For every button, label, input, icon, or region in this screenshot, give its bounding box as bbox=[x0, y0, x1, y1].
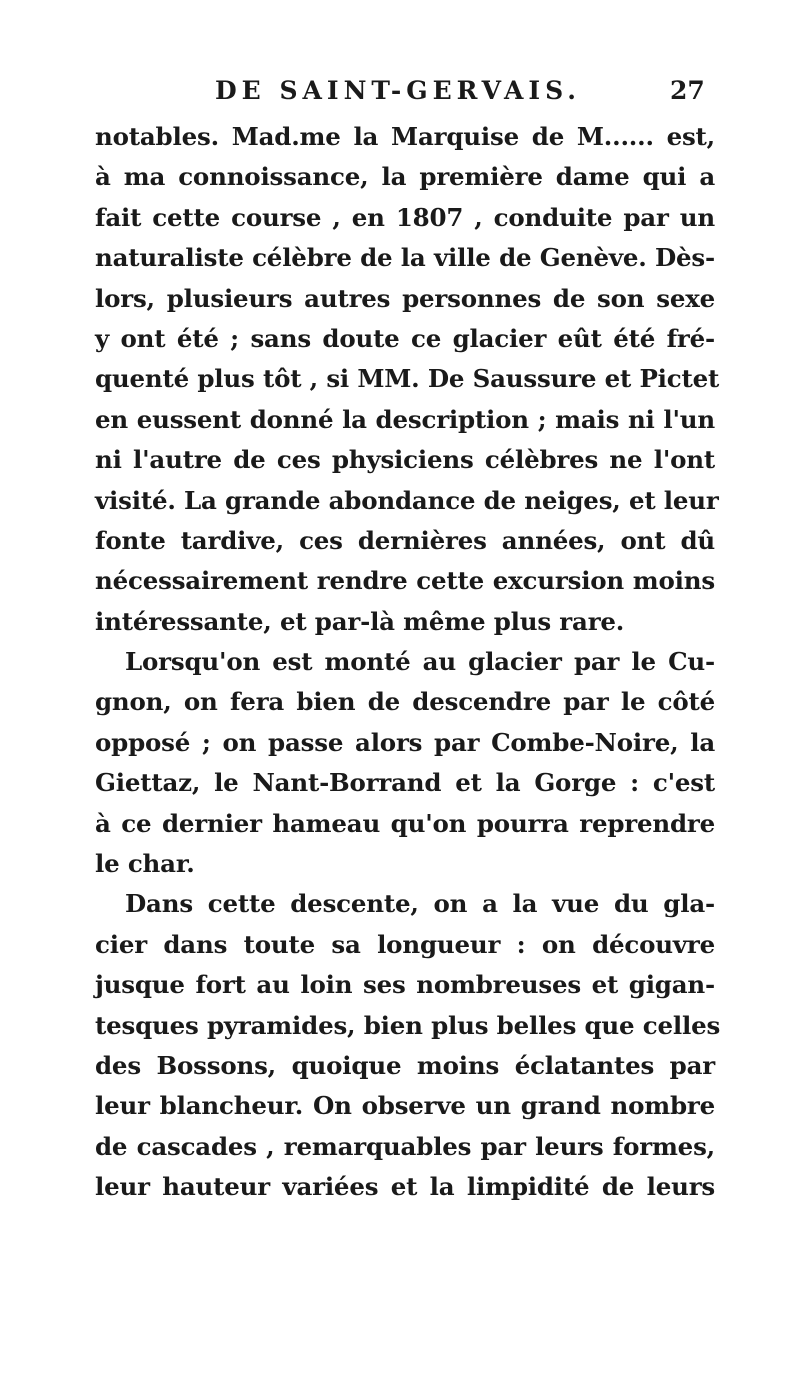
text-line: jusque fort au loin ses nombreuses et gigan- bbox=[95, 970, 715, 1000]
text-line: y ont été ; sans doute ce glacier eût été fré- bbox=[95, 323, 715, 353]
text-line: cier dans toute sa longueur : on découvre bbox=[95, 929, 715, 959]
text-line: à ce dernier hameau qu'on pourra reprendre bbox=[95, 808, 715, 838]
text-line: opposé ; on passe alors par Combe-Noire, la bbox=[95, 727, 715, 757]
text-line: des Bossons, quoique moins éclatantes par bbox=[95, 1050, 715, 1080]
text-line: fonte tardive, ces dernières années, ont dû bbox=[95, 525, 715, 555]
paragraph-start-line: Lorsqu'on est monté au glacier par le Cu- bbox=[125, 647, 715, 677]
text-line: en eussent donné la description ; mais ni l'un bbox=[95, 404, 715, 434]
page-number: 27 bbox=[670, 76, 705, 105]
text-line: ni l'autre de ces physiciens célèbres ne l'ont bbox=[95, 445, 715, 475]
text-line: leur hauteur variées et la limpidité de leurs bbox=[95, 1172, 715, 1202]
paragraph-end-line: le char. bbox=[95, 849, 195, 879]
text-line: lors, plusieurs autres personnes de son sexe bbox=[95, 283, 715, 313]
body-text bbox=[95, 117, 721, 1208]
text-line: à ma connoissance, la première dame qui a bbox=[95, 162, 715, 192]
paragraph-start-line: Dans cette descente, on a la vue du gla- bbox=[125, 889, 715, 919]
text-line: fait cette course , en 1807 , conduite par un bbox=[95, 202, 715, 232]
running-title: DE SAINT-GERVAIS. bbox=[215, 76, 581, 105]
text-line: notables. Mad.me la Marquise de M...... est, bbox=[95, 122, 715, 151]
text-line: de cascades , remarquables par leurs formes, bbox=[95, 1131, 715, 1161]
text-line: leur blancheur. On observe un grand nombre bbox=[95, 1091, 715, 1121]
text-line: gnon, on fera bien de descendre par le côté bbox=[95, 687, 715, 717]
text-line: naturaliste célèbre de la ville de Genève. Dès- bbox=[95, 243, 715, 273]
text-line: tesques pyramides, bien plus belles que celles bbox=[95, 1010, 721, 1040]
text-line: quenté plus tôt , si MM. De Saussure et Pictet bbox=[95, 364, 720, 394]
text-line: visité. La grande abondance de neiges, et leur bbox=[95, 485, 719, 515]
text-line: nécessairement rendre cette excursion moins bbox=[95, 566, 715, 596]
paragraph-end-line: intéressante, et par-là même plus rare. bbox=[95, 606, 625, 636]
text-line: Giettaz, le Nant-Borrand et la Gorge : c'est bbox=[95, 768, 715, 798]
